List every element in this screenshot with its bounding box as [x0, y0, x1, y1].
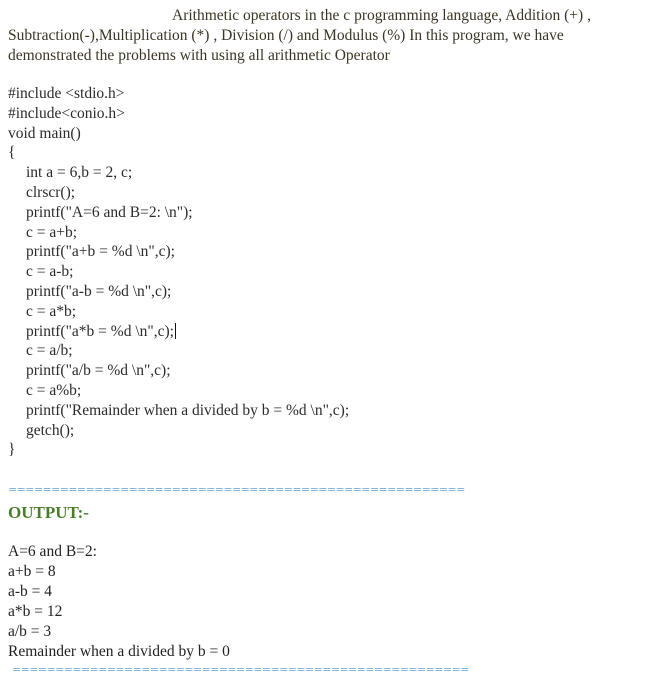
code-line: #include<conio.h>: [8, 104, 125, 122]
code-line: printf("a+b = %d \n",c);: [26, 243, 175, 261]
output-line: a+b = 8: [8, 563, 56, 580]
output-line: a*b = 12: [8, 603, 63, 620]
code-line: c = a*b;: [26, 302, 77, 320]
output-block: [8, 542, 230, 662]
code-line: printf("a/b = %d \n",c);: [26, 362, 171, 380]
code-line: }: [8, 441, 16, 459]
code-line: #include <stdio.h>: [8, 85, 125, 102]
output-line: a/b = 3: [8, 623, 52, 640]
code-line: getch();: [26, 421, 75, 439]
separator-top: =====================================================: [8, 483, 465, 496]
intro-paragraph: [8, 6, 648, 66]
separator-bottom: =====================================================: [12, 663, 469, 676]
output-line: Remainder when a divided by b = 0: [8, 643, 230, 660]
code-line: c = a+b;: [26, 223, 78, 241]
output-line: a-b = 4: [8, 583, 53, 600]
code-line: int a = 6,b = 2, c;: [26, 164, 133, 182]
code-line: printf("A=6 and B=2: \n");: [26, 203, 193, 221]
output-title: OUTPUT:-: [8, 503, 89, 522]
code-block: [8, 84, 349, 460]
output-line: A=6 and B=2:: [8, 543, 97, 560]
code-line: clrscr();: [26, 183, 76, 201]
code-line: c = a/b;: [26, 342, 73, 360]
code-line: c = a-b;: [26, 263, 74, 281]
code-line: printf("Remainder when a divided by b = %d \n",c);: [26, 401, 350, 419]
code-line: {: [8, 144, 16, 162]
code-line: c = a%b;: [26, 381, 82, 399]
intro-line-3: demonstrated the problems with using all arithmetic Operator: [8, 47, 390, 64]
code-line-with-cursor: [8, 322, 349, 342]
intro-line-1: Arithmetic operators in the c programming language, Addition (+) ,: [172, 7, 591, 24]
text-cursor: [175, 323, 176, 339]
code-line: printf("a-b = %d \n",c);: [26, 282, 172, 300]
code-line-text: printf("a*b = %d \n",c);: [26, 322, 174, 340]
code-line: void main(): [8, 124, 81, 142]
intro-line-2: Subtraction(-),Multiplication (*) , Division (/) and Modulus (%) In this program, we have: [8, 27, 564, 44]
